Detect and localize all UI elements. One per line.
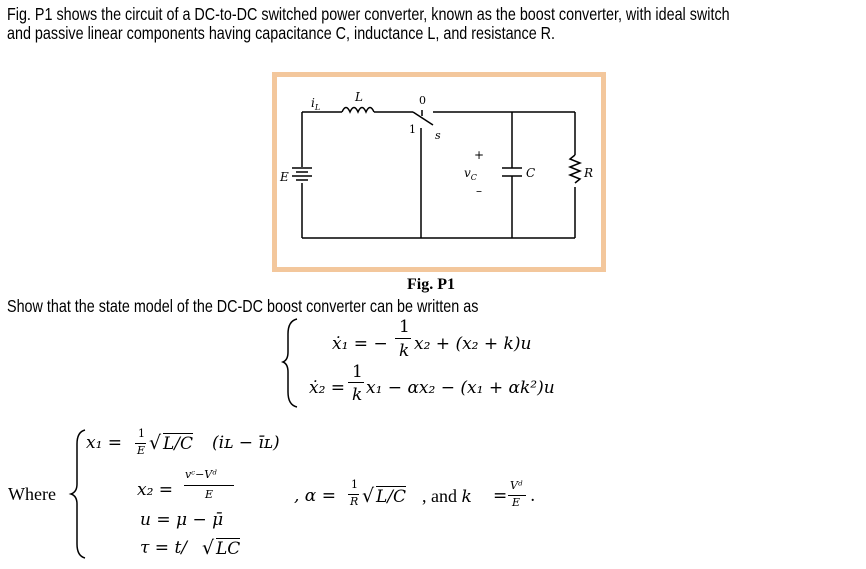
def1-num: 1 xyxy=(138,427,145,440)
label-switch-0: 0 xyxy=(419,94,426,107)
problem-line-1: Fig. P1 shows the circuit of a DC-to-DC switched power converter, known as the boost converter, with ideal switch xyxy=(7,4,730,24)
state-model-brace xyxy=(280,312,300,412)
alpha-num: 1 xyxy=(351,478,358,491)
eq1-rhs: x₂ + (x₂ + k)u xyxy=(414,334,532,354)
label-iL: $i_L$ xyxy=(311,96,321,112)
eq2-lhs: ẋ₂ = xyxy=(309,378,346,398)
def1-rest: (iʟ − īʟ) xyxy=(212,433,280,453)
alpha-root: L/C xyxy=(376,487,407,507)
label-vC: $v_C$ xyxy=(464,166,477,182)
label-switch-1: 1 xyxy=(409,123,416,136)
def1-den: E xyxy=(137,444,146,457)
eq1-frac-bar xyxy=(395,338,411,339)
label-plus: + xyxy=(474,148,485,162)
def2-frac-bar xyxy=(184,485,234,486)
prompt-text: Show that the state model of the DC-DC boost converter can be written as xyxy=(7,296,479,316)
k-num: Vᵈ xyxy=(510,479,523,492)
def2-den: E xyxy=(205,488,214,501)
label-R: R xyxy=(584,166,594,180)
eq1-den: k xyxy=(399,341,410,361)
definitions-brace xyxy=(68,426,88,562)
def2-num: vᶜ−Vᵈ xyxy=(185,468,217,481)
alpha-lead: , α = xyxy=(294,486,336,506)
alpha-sqrt-sign: √ xyxy=(362,485,375,507)
def1-root: L/C xyxy=(163,434,194,454)
label-minus: – xyxy=(476,184,482,198)
def4-sqrt-sign: √ xyxy=(202,537,215,559)
where-label: Where xyxy=(8,484,56,504)
circuit-figure xyxy=(272,72,606,272)
label-C: C xyxy=(526,166,536,180)
label-L: L xyxy=(355,90,363,104)
eq2-den: k xyxy=(352,385,363,405)
def3: u = μ − μ̄ xyxy=(140,510,224,530)
def1-lhs: x₁ = xyxy=(86,433,123,453)
figure-caption: Fig. P1 xyxy=(407,276,455,293)
def4-root: LC xyxy=(216,539,241,559)
problem-line-2: and passive linear components having capacitance C, inductance L, and resistance R. xyxy=(7,23,556,43)
k-den: E xyxy=(512,496,521,509)
eq2-num: 1 xyxy=(352,362,363,382)
alpha-den: R xyxy=(350,495,359,508)
def4-lhs: τ = t/ xyxy=(140,538,188,558)
k-equals: = xyxy=(493,486,508,506)
alpha-mid: , and k xyxy=(422,486,472,507)
eq1-num: 1 xyxy=(399,317,410,337)
k-period: . xyxy=(530,486,536,506)
eq2-rhs: x₁ − αx₂ − (x₁ + αk²)u xyxy=(366,378,555,398)
eq2-frac-bar xyxy=(348,382,364,383)
label-E: E xyxy=(280,170,289,184)
label-switch-s: s xyxy=(435,129,441,142)
def2-lhs: x₂ = xyxy=(137,480,174,500)
eq1-lhs: ẋ₁ = − xyxy=(332,334,388,354)
def1-sqrt-sign: √ xyxy=(149,432,162,454)
